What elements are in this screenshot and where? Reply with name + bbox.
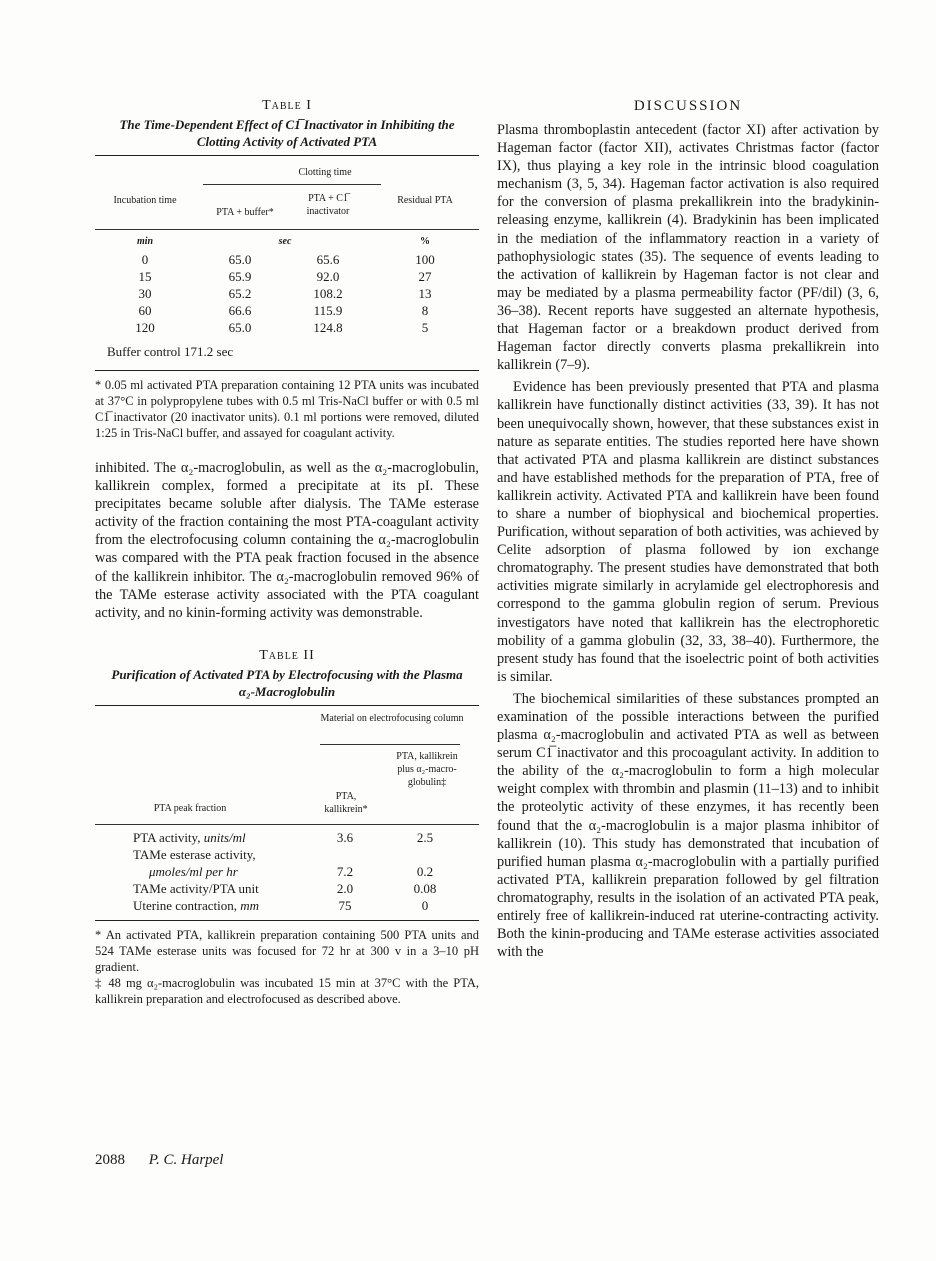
cell-residual: 5	[421, 320, 429, 335]
table2-cell: 0.08	[413, 880, 437, 896]
table1-group-header: Clotting time	[298, 167, 352, 178]
cell-buffer: 66.6	[228, 303, 252, 318]
table2-col-fraction: PTA peak fraction	[153, 802, 227, 814]
cell-inactivator: 65.6	[316, 252, 340, 267]
table1-label: Table I	[262, 98, 312, 113]
cell-buffer: 65.0	[228, 252, 252, 267]
discussion-paragraph-1: Plasma thromboplastin antecedent (factor XI) after activation by Hageman factor (factor XII), activates Christmas factor (factor IX), thus playing a key role in the intrinsic blood coagulation mechanism (3, 5, 34). Hageman factor activation is also required for the conversion of plasma prekallikrein into the bradykinin-releasing enzyme, kallikrein (4). Bradykinin has been implicated in the mediation of the inflammatory reaction in a variety of pathophysiologic states (35). The sequence of events leading to the activation of kallikrein by Hageman factor is not clear and may be mediated by a plasma permeability factor (PF/dil) (3, 6, 36–38). Recent reports have suggested an alternate hypothesis, that Hageman factor or a breakdown product derived from Hageman factor directly converts plasma prekallikrein into kallikrein (7–9).	[497, 122, 879, 374]
table1-unit-residual: %	[420, 236, 430, 247]
table-row	[95, 286, 479, 302]
author-name: P. C. Harpel	[148, 1152, 224, 1168]
cell-time: 30	[138, 286, 152, 301]
cell-time: 60	[138, 303, 152, 318]
cell-time: 120	[135, 320, 155, 335]
cell-inactivator: 115.9	[313, 303, 343, 318]
table2-col-pta: PTA, kallikrein*	[324, 790, 368, 815]
table2-cell: 2.0	[336, 880, 354, 896]
table2-cell: 75	[338, 897, 352, 913]
table1-buffer-control: Buffer control 171.2 sec	[107, 344, 234, 359]
table1-caption: The Time-Dependent Effect of C1̅ Inactivator in Inhibiting the Clotting Activity of Activated PTA	[119, 117, 455, 149]
left-column	[95, 98, 479, 1019]
table2-cell: 0	[421, 897, 429, 913]
table2-row-label: PTA activity, units/ml	[133, 829, 246, 845]
table1-footnote: * 0.05 ml activated PTA preparation containing 12 PTA units was incubated at 37°C in polypropylene tubes with 0.5 ml Tris-NaCl buffer or with 0.5 ml C1̅ inactivator (20 inactivator units). 0.1 ml portions were removed, diluted 1:25 in Tris-NaCl buffer, and assayed for coagulant activity.	[95, 378, 479, 440]
table2-label: Table II	[259, 647, 315, 663]
table2-cell: 2.5	[416, 829, 434, 845]
table2-col-plus: PTA, kallikrein plus α₂-macro-globulin‡	[396, 750, 458, 788]
page-footer	[95, 1152, 223, 1169]
table2-footnote-1: * An activated PTA, kallikrein preparation containing 500 PTA units and 524 TAMe esterase units was focused for 72 hr at 300 v in a 3–10 pH gradient.	[95, 927, 479, 974]
table1-unit-clotting: sec	[278, 236, 292, 247]
table2-cell: 7.2	[336, 863, 354, 879]
cell-residual: 27	[418, 269, 432, 284]
table1-col-residual: Residual PTA	[397, 195, 453, 206]
table1-header-rule	[95, 229, 479, 230]
cell-inactivator: 92.0	[316, 269, 340, 284]
table-row	[95, 269, 479, 285]
table1-col-incubation: Incubation time	[113, 195, 177, 206]
table1-col-buffer: PTA + buffer*	[216, 207, 274, 218]
left-paragraph: inhibited. The α₂-macroglobulin, as well as the α₂-macroglobulin, kallikrein complex, formed a precipitate at its pI. These precipitates became soluble after dialysis. The TAMe esterase activity of the fraction containing the most PTA-coagulant activity from the electrofocusing column containing the α₂-macroglobulin was compared with the PTA peak fraction focused in the absence of the kallikrein inhibitor. The α₂-macroglobulin removed 96% of the TAMe esterase activity associated with the PTA coagulant activity, and no kinin-forming activity was demonstrable.	[95, 460, 479, 621]
cell-inactivator: 108.2	[313, 286, 343, 301]
table1	[95, 156, 479, 359]
table-row	[95, 252, 479, 268]
table-row	[95, 320, 479, 336]
discussion-heading: DISCUSSION	[633, 98, 743, 114]
table2	[95, 706, 479, 916]
right-column	[497, 98, 879, 961]
table2-cell: 3.6	[336, 829, 354, 845]
table2-bottom-rule	[95, 920, 479, 921]
table2-header-rule	[95, 824, 479, 825]
discussion-paragraph-3: The biochemical similarities of these substances prompted an examination of the possible interactions between the purified plasma α₂-macroglobulin and activated PTA as well as between serum C1̅ inactivator and this procoagulant activity. In addition to the ability of the α₂-macroglobulin to form a high molecular weight complex with thrombin and plasmin (11–13) and to inhibit the proteolytic activity of these enzymes, it has recently been found that the α₂-macroglobulin is a major plasma inhibitor of kallikrein (10). This study has demonstrated that incubation of purified human plasma α₂-macroglobulin with a partially purified activated PTA, kallikrein preparation followed by gel filtration chromatography, results in the isolation of an activated PTA peak, entirely free of kallikrein-induced rat uterine-contracting activity. Both the kinin-producing and TAMe esterase activities associated with the	[497, 690, 879, 961]
table2-group-header: Material on electrofocusing column	[320, 712, 464, 724]
table1-group-rule	[203, 184, 381, 185]
table2-row-label: TAMe esterase activity,	[133, 846, 256, 862]
cell-buffer: 65.0	[228, 320, 252, 335]
cell-buffer: 65.9	[228, 269, 252, 284]
cell-buffer: 65.2	[228, 286, 252, 301]
cell-residual: 8	[421, 303, 429, 318]
table2-caption: Purification of Activated PTA by Electrofocusing with the Plasma α₂-Macroglobulin	[111, 666, 463, 699]
table2-group-rule	[320, 744, 460, 745]
table1-bottom-rule	[95, 370, 479, 371]
table1-col-inactivator: PTA + C1̅ inactivator	[306, 193, 350, 217]
cell-time: 15	[138, 269, 152, 284]
cell-residual: 13	[418, 286, 432, 301]
table2-cell: 0.2	[416, 863, 434, 879]
table2-row-label: Uterine contraction, mm	[133, 897, 259, 913]
cell-residual: 100	[415, 252, 435, 267]
cell-time: 0	[141, 252, 149, 267]
cell-inactivator: 124.8	[313, 320, 343, 335]
table1-unit-incubation: min	[136, 236, 154, 247]
table-row	[95, 303, 479, 319]
discussion-paragraph-2: Evidence has been previously presented that PTA and plasma kallikrein have functionally distinct activities (33, 39). It has not been unequivocally shown, however, that these substances exist in nature as separate entities. The studies reported here have shown that activated PTA and plasma kallikrein are distinct substances and have established methods for the preparation of PTA, free of kallikrein activity. Activated PTA and kallikrein have been found to share a number of biophysical and biochemical properties. Purification, without separation of both activities, was achieved by Celite adsorption of plasma followed by ion exchange chromatography. The present studies have demonstrated that both activities migrate similarly in acrylamide gel electrophoresis and correspond to the gamma globulin region of serum. Previous investigators have noted that kallikrein has the electrophoretic mobility of a gamma globulin (32, 33, 38–40). Furthermore, the present study has found that the isoelectric point of both activities is similar.	[497, 379, 879, 685]
table2-row-label: μmoles/ml per hr	[149, 863, 238, 879]
table2-footnote-2: ‡ 48 mg α₂-macroglobulin was incubated 15 min at 37°C with the PTA, kallikrein preparation and electrofocused as described above.	[95, 975, 479, 1006]
table2-row-label: TAMe activity/PTA unit	[133, 880, 259, 896]
page-number: 2088	[95, 1152, 125, 1168]
